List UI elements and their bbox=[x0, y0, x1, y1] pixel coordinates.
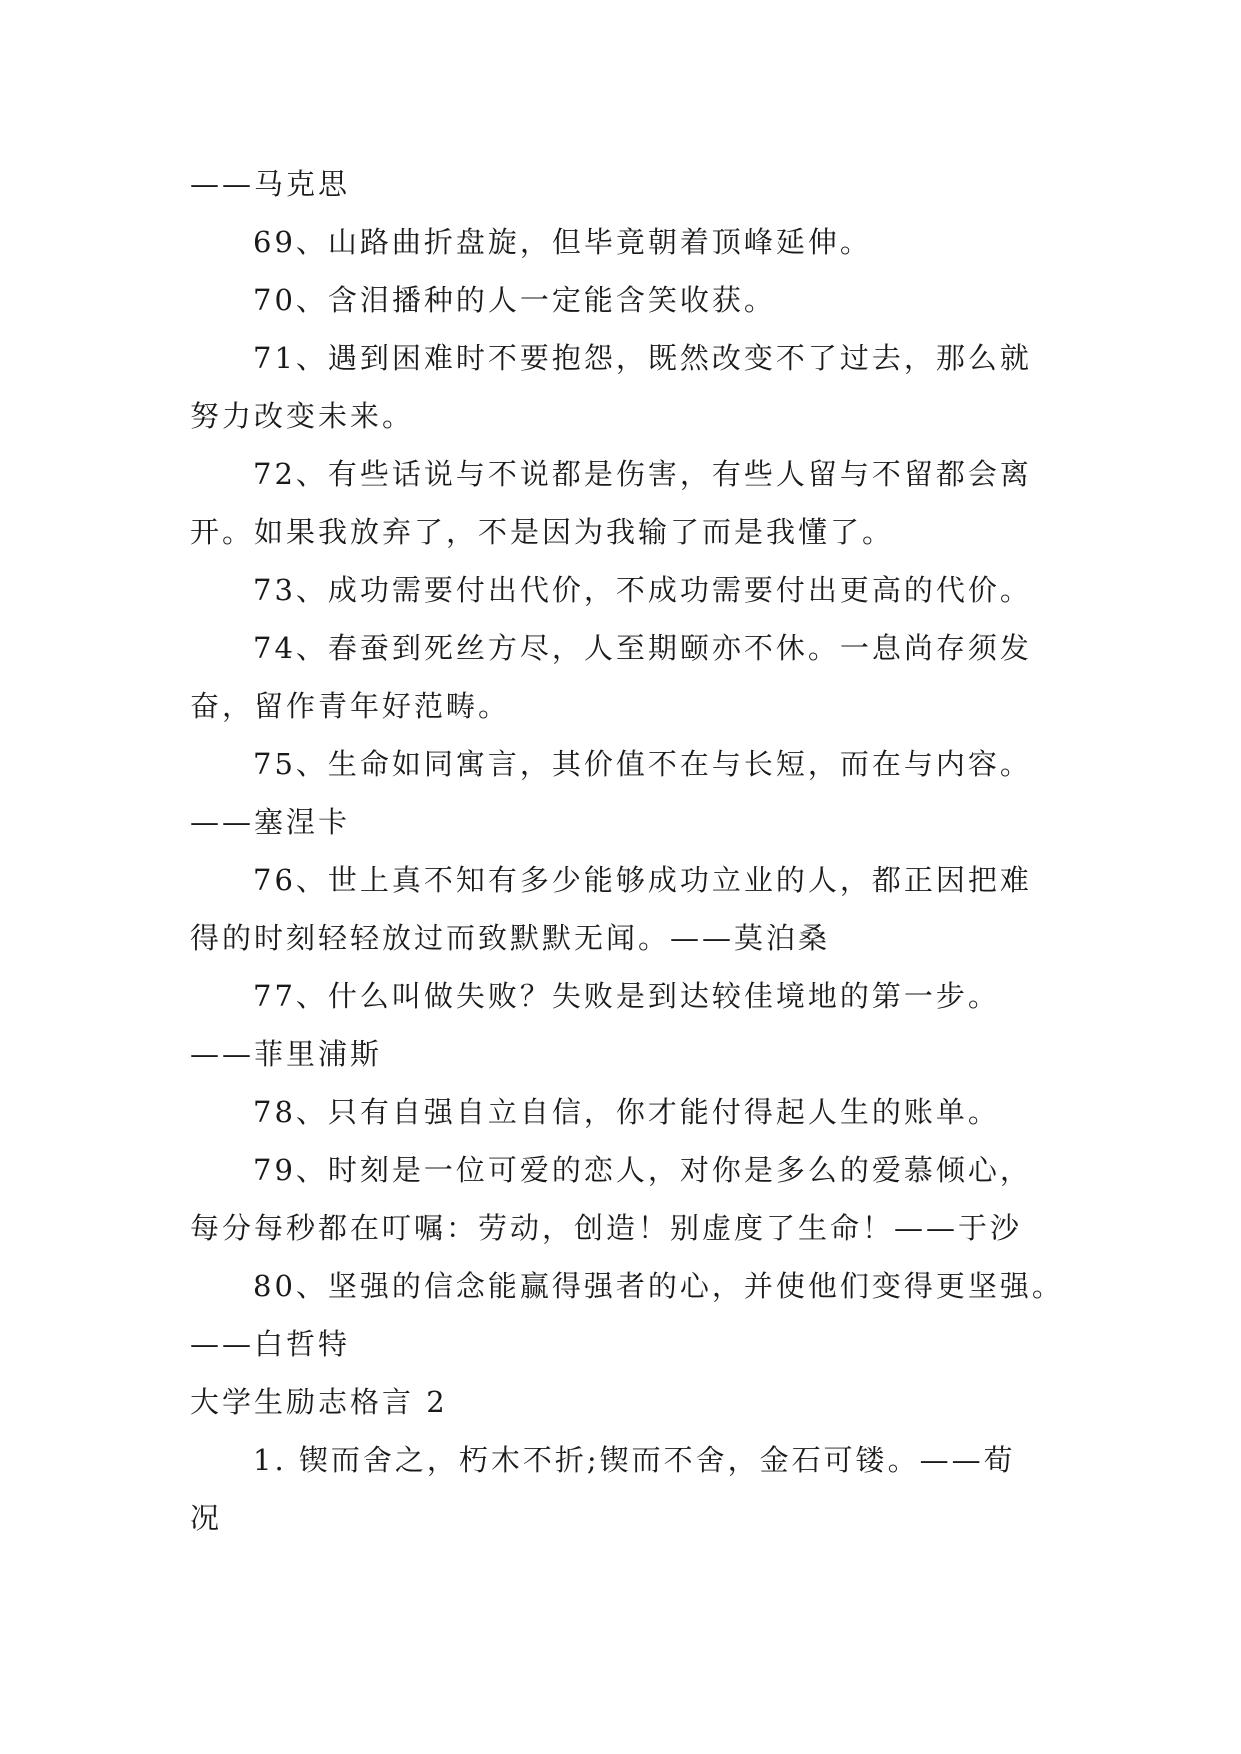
text-line: ——白哲特 bbox=[190, 1327, 351, 1361]
text-line: 80、坚强的信念能赢得强者的心，并使他们变得更坚强。 bbox=[253, 1269, 1064, 1303]
section-heading: 大学生励志格言 2 bbox=[190, 1385, 448, 1419]
text-line: 努力改变未来。 bbox=[190, 399, 415, 433]
text-line: 76、世上真不知有多少能够成功立业的人，都正因把难 bbox=[253, 863, 1032, 897]
text-line: 75、生命如同寓言，其价值不在与长短，而在与内容。 bbox=[253, 747, 1032, 781]
text-line: ——塞涅卡 bbox=[190, 805, 351, 839]
text-line: 73、成功需要付出代价，不成功需要付出更高的代价。 bbox=[253, 573, 1032, 607]
text-line: 得的时刻轻轻放过而致默默无闻。——莫泊桑 bbox=[190, 921, 831, 955]
text-line: 70、含泪播种的人一定能含笑收获。 bbox=[253, 283, 776, 317]
text-line: 72、有些话说与不说都是伤害，有些人留与不留都会离 bbox=[253, 457, 1032, 491]
text-line: 78、只有自强自立自信，你才能付得起人生的账单。 bbox=[253, 1095, 1000, 1129]
text-line: 1. 锲而舍之，朽木不折;锲而不舍，金石可镂。——荀 bbox=[253, 1443, 1016, 1477]
text-line: 79、时刻是一位可爱的恋人，对你是多么的爱慕倾心， bbox=[253, 1153, 1032, 1187]
text-line: ——菲里浦斯 bbox=[190, 1037, 383, 1071]
text-line: 77、什么叫做失败？失败是到达较佳境地的第一步。 bbox=[253, 979, 1000, 1013]
text-line: 69、山路曲折盘旋，但毕竟朝着顶峰延伸。 bbox=[253, 225, 872, 259]
text-line: ——马克思 bbox=[190, 167, 351, 201]
text-line: 奋，留作青年好范畴。 bbox=[190, 689, 511, 723]
text-line: 71、遇到困难时不要抱怨，既然改变不了过去，那么就 bbox=[253, 341, 1032, 375]
text-line: 每分每秒都在叮嘱：劳动，创造！别虚度了生命！——于沙 bbox=[190, 1211, 1023, 1245]
text-line: 开。如果我放弃了，不是因为我输了而是我懂了。 bbox=[190, 515, 895, 549]
text-line: 74、春蚕到死丝方尽，人至期颐亦不休。一息尚存须发 bbox=[253, 631, 1032, 665]
text-line: 况 bbox=[190, 1501, 223, 1535]
